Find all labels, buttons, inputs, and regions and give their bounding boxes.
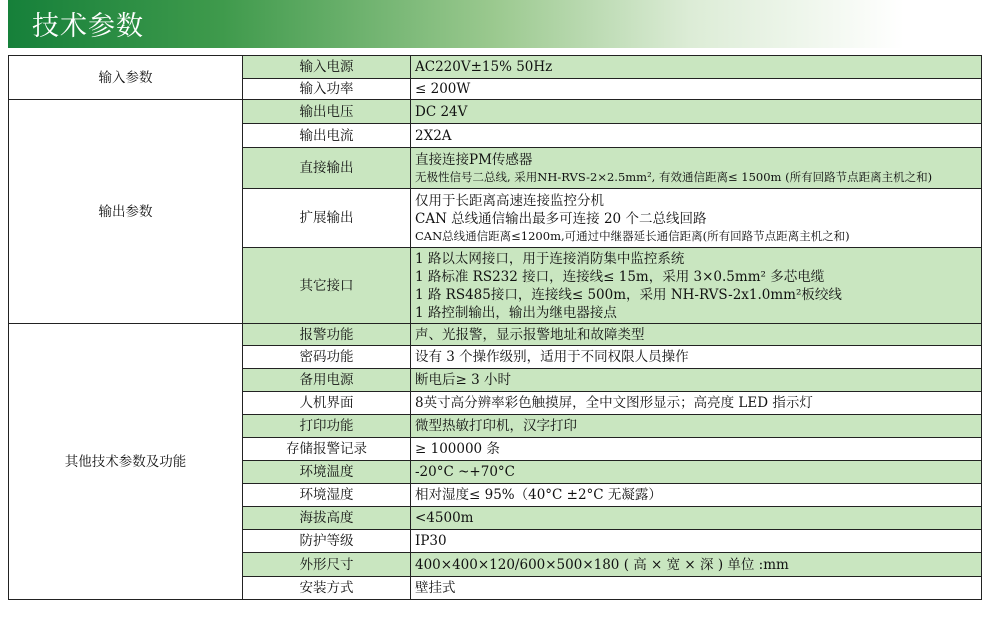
category-cell: 其他技术参数及功能 bbox=[9, 324, 243, 600]
param-value: 直接连接PM传感器 无极性信号二总线, 采用NH-RVS-2×2.5mm², 有效通信距离≤ 1500m (所有回路节点距离主机之和) bbox=[411, 148, 982, 189]
param-label: 打印功能 bbox=[243, 415, 411, 438]
param-value: 8英寸高分辨率彩色触摸屏，全中文图形显示；高亮度 LED 指示灯 bbox=[411, 392, 982, 415]
param-value: DC 24V bbox=[411, 100, 982, 124]
param-label: 人机界面 bbox=[243, 392, 411, 415]
spec-table bbox=[8, 55, 982, 600]
title-banner bbox=[8, 0, 982, 48]
param-value: 壁挂式 bbox=[411, 577, 982, 600]
param-label: 输入功率 bbox=[243, 79, 411, 100]
table-row bbox=[9, 100, 982, 124]
param-value: ≥ 100000 条 bbox=[411, 438, 982, 461]
param-label: 存储报警记录 bbox=[243, 438, 411, 461]
table-row bbox=[9, 324, 982, 346]
param-label: 输出电压 bbox=[243, 100, 411, 124]
param-label: 环境湿度 bbox=[243, 484, 411, 507]
param-label: 海拔高度 bbox=[243, 507, 411, 530]
param-label: 备用电源 bbox=[243, 369, 411, 392]
category-cell: 输出参数 bbox=[9, 100, 243, 324]
category-cell: 输入参数 bbox=[9, 56, 243, 100]
param-value: 设有 3 个操作级别，适用于不同权限人员操作 bbox=[411, 346, 982, 369]
param-value: 声、光报警，显示报警地址和故障类型 bbox=[411, 324, 982, 346]
param-label: 防护等级 bbox=[243, 530, 411, 553]
param-value: AC220V±15% 50Hz bbox=[411, 56, 982, 79]
param-label: 报警功能 bbox=[243, 324, 411, 346]
param-value: 仅用于长距离高速连接监控分机 CAN 总线通信输出最多可连接 20 个二总线回路 CAN总线通信距离≤1200m,可通过中继器延长通信距离(所有回路节点距离主机之和) bbox=[411, 189, 982, 248]
param-label: 外形尺寸 bbox=[243, 553, 411, 577]
param-value: 相对湿度≤ 95%（40°C ±2°C 无凝露） bbox=[411, 484, 982, 507]
param-value: ≤ 200W bbox=[411, 79, 982, 100]
param-label: 扩展输出 bbox=[243, 189, 411, 248]
param-value: 断电后≥ 3 小时 bbox=[411, 369, 982, 392]
param-label: 输出电流 bbox=[243, 124, 411, 148]
param-value: <4500m bbox=[411, 507, 982, 530]
param-value: 400×400×120/600×500×180 ( 高 × 宽 × 深 ) 单位 :mm bbox=[411, 553, 982, 577]
param-value: IP30 bbox=[411, 530, 982, 553]
param-value: 1 路以太网接口，用于连接消防集中监控系统 1 路标准 RS232 接口，连接线≤ 15m，采用 3×0.5mm² 多芯电缆 1 路 RS485接口，连接线≤ 500m，采用 NH-RVS-2x1.0mm²板绞线 1 路控制输出，输出为继电器接点 bbox=[411, 248, 982, 324]
param-label: 密码功能 bbox=[243, 346, 411, 369]
param-value: -20°C ~+70°C bbox=[411, 461, 982, 484]
param-label: 直接输出 bbox=[243, 148, 411, 189]
param-label: 安装方式 bbox=[243, 577, 411, 600]
param-label: 其它接口 bbox=[243, 248, 411, 324]
param-value: 2X2A bbox=[411, 124, 982, 148]
param-label: 输入电源 bbox=[243, 56, 411, 79]
param-value: 微型热敏打印机，汉字打印 bbox=[411, 415, 982, 438]
param-label: 环境温度 bbox=[243, 461, 411, 484]
page-title: 技术参数 bbox=[32, 11, 144, 42]
table-row bbox=[9, 56, 982, 79]
